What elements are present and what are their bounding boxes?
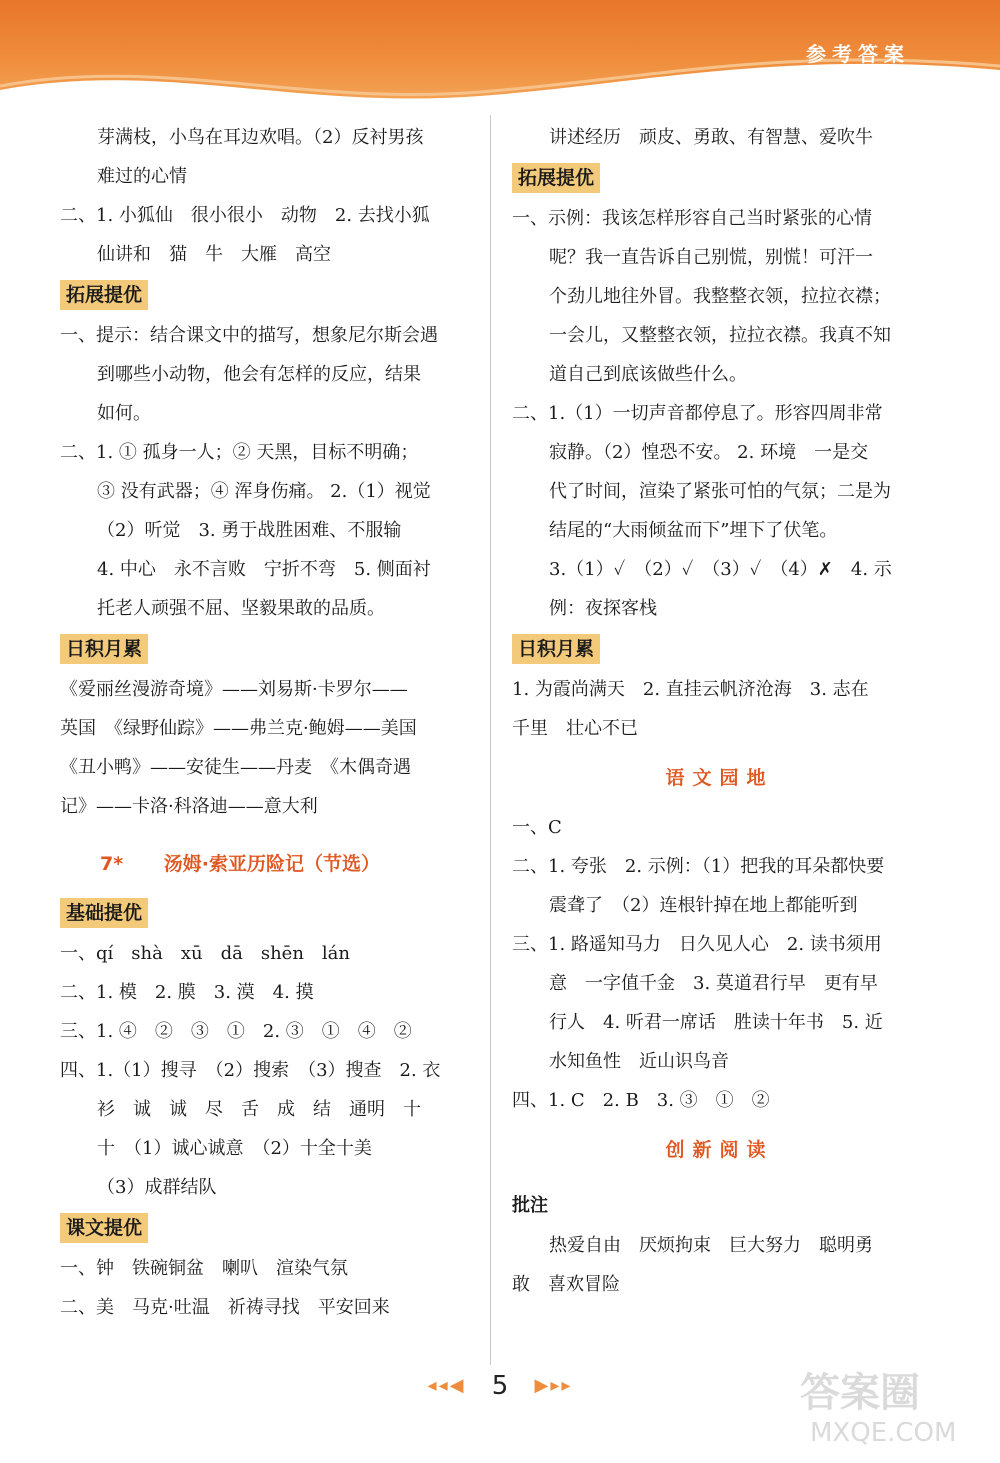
text-line: 托老人顽强不屈、坚毅果敢的品质。 (97, 598, 385, 619)
text-line: 寂静。（2）惶恐不安。 2. 环境 一是交 (549, 442, 869, 463)
section-title: 创新阅读 (665, 1139, 774, 1161)
text-line: 难过的心情 (97, 166, 187, 187)
text-line: 一、钟 铁碗铜盆 喇叭 渲染气氛 (60, 1258, 348, 1279)
right-arrows-icon: ▶▸▸ (534, 1375, 573, 1396)
section-tag: 日积月累 (60, 634, 148, 664)
left-column (60, 118, 475, 1327)
text-line: （2）听觉 3. 勇于战胜困难、不服输 (97, 520, 402, 541)
text-line: 3.（1）✓ （2）✓ （3）✓ （4）✗ 4. 示 (549, 559, 892, 580)
text-line: 一会儿，又整整衣领，拉拉衣襟。我真不知 (549, 325, 891, 346)
text-line: 一、C (512, 817, 562, 838)
text-line: 三、1. 路遥知马力 日久见人心 2. 读书须用 (512, 934, 882, 955)
text-line: 千里 壮心不已 (512, 718, 638, 739)
text-line: 二、1. 夸张 2. 示例：（1）把我的耳朵都快要 (512, 856, 885, 877)
text-line: 芽满枝，小鸟在耳边欢唱。（2）反衬男孩 (97, 127, 424, 148)
text-line: 二、1. ① 孤身一人；② 天黑，目标不明确； (60, 442, 419, 463)
text-line: 英国 《绿野仙踪》——弗兰克·鲍姆——美国 (60, 718, 417, 739)
page-number: 5 (491, 1370, 509, 1401)
text-line: 例：夜探客栈 (549, 598, 657, 619)
text-line: 二、1. 小狐仙 很小很小 动物 2. 去找小狐 (60, 205, 430, 226)
subsection-title: 批注 (512, 1195, 548, 1216)
watermark-url: MXQE.COM (810, 1418, 957, 1448)
text-line: 《爱丽丝漫游奇境》——刘易斯·卡罗尔—— (60, 679, 408, 700)
text-line: 水知鱼性 近山识鸟音 (549, 1051, 729, 1072)
text-line: 十 （1）诚心诚意 （2）十全十美 (97, 1138, 372, 1159)
text-line: 一、提示：结合课文中的描写，想象尼尔斯会遇 (60, 325, 438, 346)
text-line: 4. 中心 永不言败 宁折不弯 5. 侧面衬 (97, 559, 431, 580)
section-title: 语文园地 (665, 767, 774, 789)
column-divider (490, 115, 491, 1365)
lesson-name: 汤姆·索亚历险记（节选） (163, 853, 380, 875)
text-line: 代了时间，渲染了紧张可怕的气氛；二是为 (549, 481, 891, 502)
text-line: 结尾的“大雨倾盆而下”埋下了伏笔。 (549, 520, 838, 541)
text-line: 敢 喜欢冒险 (512, 1274, 620, 1295)
text-line: 热爱自由 厌烦拘束 巨大努力 聪明勇 (549, 1235, 873, 1256)
text-line: 衫 诚 诚 尽 舌 成 结 通明 十 (97, 1099, 421, 1120)
section-tag: 拓展提优 (512, 163, 600, 193)
text-line: 讲述经历 顽皮、勇敢、有智慧、爱吹牛 (549, 127, 873, 148)
text-line: 意 一字值千金 3. 莫道君行早 更有早 (549, 973, 878, 994)
section-tag: 基础提优 (60, 898, 148, 928)
text-line: 道自己到底该做些什么。 (549, 364, 747, 385)
lesson-title (100, 842, 475, 886)
watermark-logo: 答案圈 (800, 1370, 920, 1416)
page-header-band (0, 0, 1000, 108)
text-line: 二、美 马克·吐温 祈祷寻找 平安回来 (60, 1297, 390, 1318)
text-line: 二、1.（1）一切声音都停息了。形容四周非常 (512, 403, 883, 424)
right-column (512, 118, 927, 1304)
text-line: 一、qí shà xū dā shēn lán (60, 943, 350, 964)
text-line: 如何。 (97, 403, 151, 424)
text-line: 三、1. ④ ② ③ ① 2. ③ ① ④ ② (60, 1021, 412, 1042)
text-line: 仙讲和 猫 牛 大雁 高空 (97, 244, 331, 265)
text-line: 一、示例：我该怎样形容自己当时紧张的心情 (512, 208, 872, 229)
text-line: （3）成群结队 (97, 1177, 217, 1198)
text-line: 震聋了 （2）连根针掉在地上都能听到 (549, 895, 858, 916)
lesson-number: 7* (100, 853, 124, 875)
text-line: 到哪些小动物，他会有怎样的反应，结果 (97, 364, 421, 385)
text-line: 《丑小鸭》——安徒生——丹麦 《木偶奇遇 (60, 757, 411, 778)
text-line: 1. 为霞尚满天 2. 直挂云帆济沧海 3. 志在 (512, 679, 869, 700)
text-line: 二、1. 模 2. 膜 3. 漠 4. 摸 (60, 982, 314, 1003)
text-line: 行人 4. 听君一席话 胜读十年书 5. 近 (549, 1012, 883, 1033)
header-title: 参考答案 (806, 42, 910, 66)
text-line: 四、1.（1）搜寻 （2）搜索 （3）搜查 2. 衣 (60, 1060, 441, 1081)
text-line: ③ 没有武器；④ 浑身伤痛。 2.（1）视觉 (97, 481, 431, 502)
text-line: 呢？我一直告诉自己别慌，别慌！可汗一 (549, 247, 873, 268)
section-tag: 课文提优 (60, 1213, 148, 1243)
page-footer (380, 1370, 620, 1410)
text-line: 四、1. C 2. B 3. ③ ① ② (512, 1090, 770, 1111)
section-tag: 拓展提优 (60, 280, 148, 310)
section-tag: 日积月累 (512, 634, 600, 664)
text-line: 个劲儿地往外冒。我整整衣领，拉拉衣襟； (549, 286, 891, 307)
left-arrows-icon: ◂◂◀ (427, 1375, 466, 1396)
text-line: 记》——卡洛·科洛迪——意大利 (60, 796, 318, 817)
